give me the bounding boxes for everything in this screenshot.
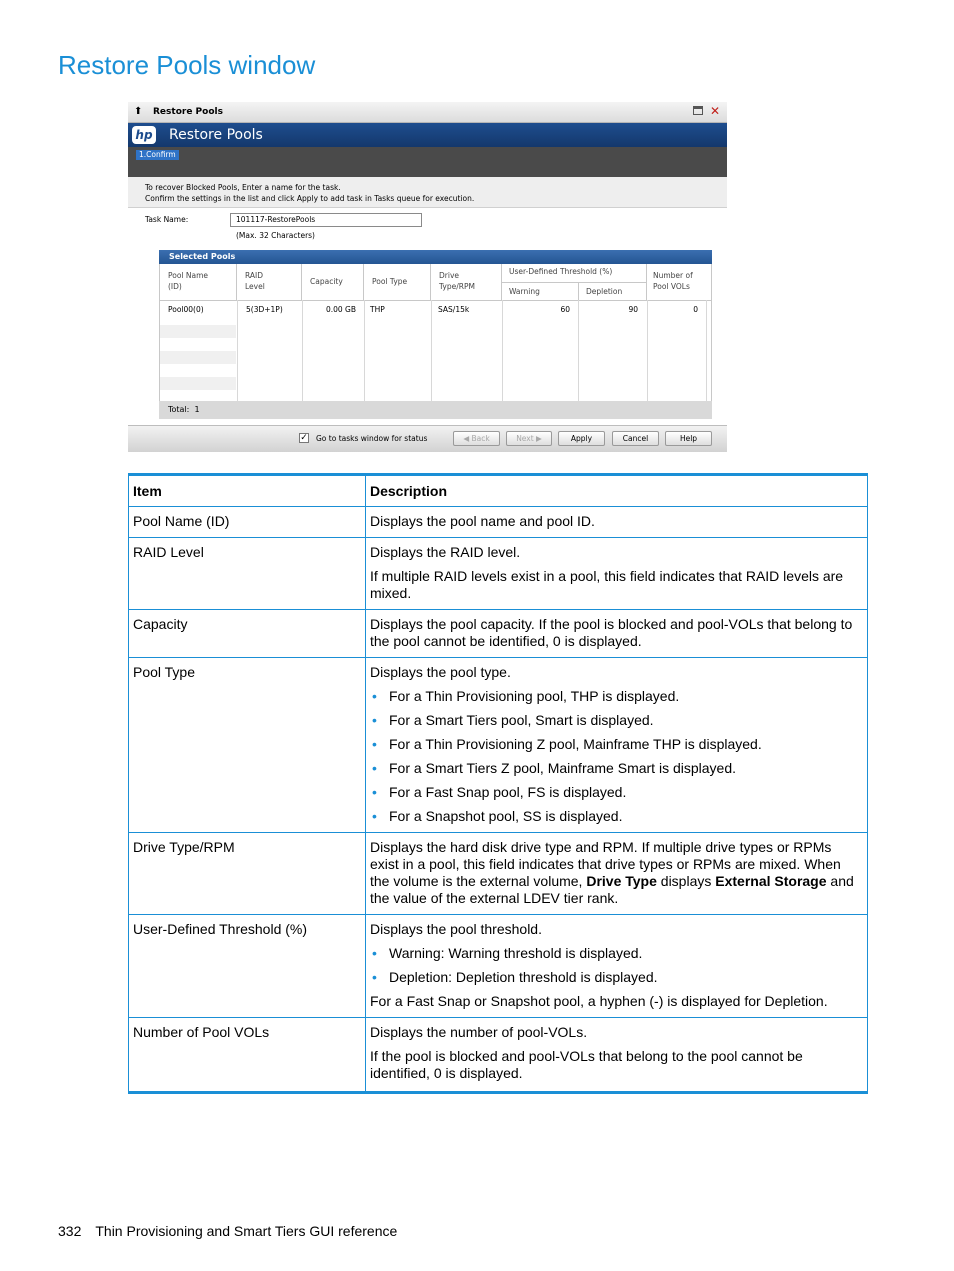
window-title: Restore Pools: [153, 107, 223, 117]
wizard-steps: [128, 147, 727, 177]
total-count: 1: [194, 405, 200, 414]
table-row: RAID Level Displays the RAID level. If multiple RAID levels exist in a pool, this field indicates that RAID levels are mixed.: [129, 538, 868, 610]
maximize-icon[interactable]: [693, 106, 703, 115]
header-item: Item: [129, 475, 366, 507]
cancel-button[interactable]: Cancel: [612, 431, 659, 446]
dialog-footer: [128, 425, 727, 452]
page-footer: [58, 1223, 411, 1239]
bullet-icon: •: [372, 760, 377, 776]
apply-button[interactable]: Apply: [558, 431, 605, 446]
threshold-list: [370, 945, 861, 986]
window-titlebar: [128, 102, 727, 123]
dialog-banner: [128, 123, 727, 147]
page-title: Restore Pools window: [58, 50, 316, 80]
bullet-icon: •: [372, 784, 377, 800]
header-description: Description: [366, 475, 868, 507]
hp-logo-icon: hp: [132, 126, 156, 144]
list-item: • For a Smart Tiers pool, Smart is displayed.: [372, 712, 654, 728]
col-threshold[interactable]: User-Defined Threshold (%): [502, 264, 647, 300]
table-row: Drive Type/RPM Displays the hard disk drive type and RPM. If multiple drive types or RPMs exist in a pool, this field indicates that drive types or RPMs are mixed. When the volume is the external volume, Drive Type displays External Storage and the value of the external LDEV tier rank.: [129, 833, 868, 915]
restore-pools-window: [128, 102, 727, 451]
list-item: • For a Snapshot pool, SS is displayed.: [372, 808, 623, 824]
list-item: • For a Smart Tiers Z pool, Mainframe Smart is displayed.: [372, 760, 736, 776]
col-warning[interactable]: Warning: [509, 287, 540, 296]
total-row: Total: 1: [159, 401, 712, 419]
table-header-row: [129, 475, 868, 507]
col-pool-type[interactable]: Pool Type: [364, 264, 431, 300]
col-depletion[interactable]: Depletion: [586, 287, 623, 296]
next-button[interactable]: Next ▶: [506, 431, 552, 446]
table-row: Capacity Displays the pool capacity. If the pool is blocked and pool-VOLs that belong to the pool cannot be identified, 0 is displayed.: [129, 610, 868, 658]
selected-pools-table: Pool Name (ID) RAID Level Capacity Pool Type Drive Type/RPM User-Defined Threshold (%) Warning Depletion Number of Pool VOLs Pool00(0) 5(3D+1P) 0.00 GB THP SAS/15k 60 90 0: [159, 264, 712, 401]
instruction-line: Confirm the settings in the list and click Apply to add task in Tasks queue for execution.: [145, 194, 475, 203]
bullet-icon: •: [372, 688, 377, 704]
col-capacity[interactable]: Capacity: [302, 264, 364, 300]
pool-type-list: [370, 688, 861, 825]
bullet-icon: •: [372, 736, 377, 752]
back-button[interactable]: ◀ Back: [453, 431, 500, 446]
table-row: Pool Type Displays the pool type. • For a Thin Provisioning pool, THP is displayed. • For a Smart Tiers pool, Smart is displayed. • For a Thin Provisioning Z pool, Mainframe THP is displayed. • For a Smart Tiers Z pool, Mainframe Smart is displayed. • For a Fast Snap pool, FS is displayed. • For a Snapshot pool, SS is displayed.: [129, 658, 868, 833]
list-item: • For a Thin Provisioning pool, THP is displayed.: [372, 688, 680, 704]
item-description-table: [128, 473, 868, 1094]
col-pool-name[interactable]: Pool Name (ID): [160, 264, 237, 300]
bullet-icon: •: [372, 969, 377, 985]
page-number: 332: [58, 1223, 82, 1239]
banner-title: Restore Pools: [169, 127, 263, 143]
task-name-hint: (Max. 32 Characters): [236, 231, 315, 240]
close-icon[interactable]: ✕: [709, 104, 720, 118]
step-confirm[interactable]: 1.Confirm: [136, 150, 179, 160]
footer-title: Thin Provisioning and Smart Tiers GUI reference: [95, 1223, 398, 1239]
col-pool-vols[interactable]: Number of Pool VOLs: [653, 271, 693, 291]
bullet-icon: •: [372, 945, 377, 961]
table-row: Number of Pool VOLs Displays the number of pool-VOLs. If the pool is blocked and pool-VOLs that belong to the pool cannot be identified, 0 is displayed.: [129, 1018, 868, 1093]
col-raid-level[interactable]: RAID Level: [237, 264, 302, 300]
instructions: [128, 177, 727, 208]
collapse-icon[interactable]: ⬆: [134, 106, 143, 117]
list-item: • For a Fast Snap pool, FS is displayed.: [372, 784, 627, 800]
list-item: • For a Thin Provisioning Z pool, Mainframe THP is displayed.: [372, 736, 762, 752]
instruction-line: To recover Blocked Pools, Enter a name for the task.: [145, 183, 341, 192]
task-name-input[interactable]: 101117-RestorePools: [230, 213, 422, 227]
table-row: User-Defined Threshold (%) Displays the pool threshold. • Warning: Warning threshold is displayed. • Depletion: Depletion threshold is displayed. For a Fast Snap or Snapshot pool, a hyphen (-) is displayed for Depletion.: [129, 915, 868, 1018]
list-item: • Warning: Warning threshold is displayed.: [372, 945, 643, 961]
col-drive-type[interactable]: Drive Type/RPM: [431, 264, 502, 300]
list-item: • Depletion: Depletion threshold is displayed.: [372, 969, 658, 985]
go-to-tasks-checkbox[interactable]: ✓: [300, 433, 308, 443]
help-button[interactable]: Help: [665, 431, 712, 446]
task-name-label: Task Name:: [145, 215, 189, 224]
table-row: Pool Name (ID) Displays the pool name and pool ID.: [129, 507, 868, 538]
bullet-icon: •: [372, 712, 377, 728]
bullet-icon: •: [372, 808, 377, 824]
selected-pools-header: Selected Pools: [159, 250, 712, 264]
checkbox-label: Go to tasks window for status: [316, 434, 428, 443]
